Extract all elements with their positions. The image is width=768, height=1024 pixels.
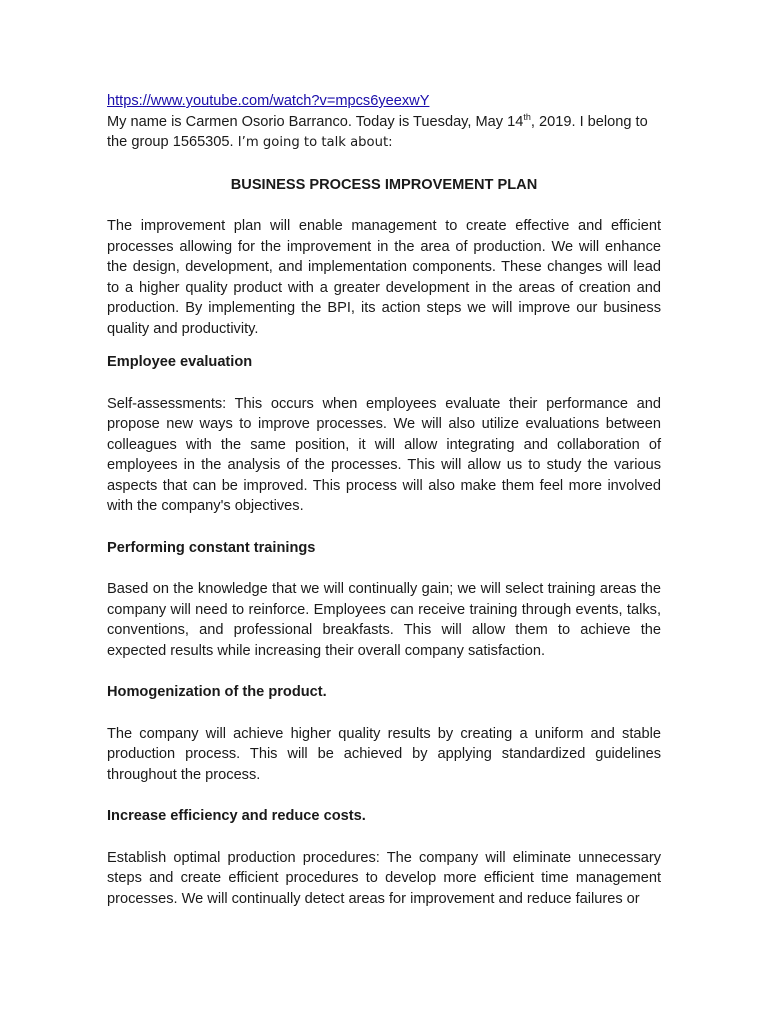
section-heading-employee-evaluation: Employee evaluation [107, 354, 253, 370]
intro-text-part2: , 2019. I belong to the group 1565305. [107, 113, 648, 150]
intro-superscript: th [523, 111, 531, 122]
section-body-efficiency: Establish optimal production procedures: The company will eliminate unnecessary steps and create efficient procedures to develop more efficient time management processes. We will continually detect areas for improvement and reduce failures or [107, 849, 661, 907]
document-title: BUSINESS PROCESS IMPROVEMENT PLAN [230, 176, 538, 193]
youtube-link[interactable]: https://www.youtube.com/watch?v=mpcs6yeexwY [107, 93, 430, 109]
section-heading-efficiency: Increase efficiency and reduce costs. [107, 808, 366, 824]
intro-text-part3: I’m going to talk about: [233, 135, 393, 150]
intro-line [107, 112, 661, 154]
section-body-homogenization: The company will achieve higher quality results by creating a uniform and stable production process. This will be achieved by applying standardized guidelines throughout the process. [107, 725, 661, 783]
intro-text-part1: My name is Carmen Osorio Barranco. Today is Tuesday, May 14 [107, 113, 524, 130]
section-body-trainings: Based on the knowledge that we will continually gain; we will select training areas the company will need to reinforce. Employees can receive training through events, talks, conventions, and professional breakfasts. This will allow them to achieve the expected results while increasing their overall company satisfaction. [107, 581, 661, 659]
intro-paragraph: The improvement plan will enable management to create effective and efficient processes allowing for the improvement in the area of production. We will enhance the design, development, and implementation components. These changes will lead to a higher quality product with a greater development in the areas of creation and production. By implementing the BPI, its action steps we will improve our business quality and productivity. [107, 218, 661, 337]
document-page [107, 91, 661, 909]
section-body-employee-evaluation: Self-assessments: This occurs when employees evaluate their performance and propose new ways to improve processes. We will also utilize evaluations between colleagues with the same position, it will allow integrating and collaboration of employees in the analysis of the processes. This will allow us to study the various aspects that can be improved. This process will also make them feel more involved with the company's objectives. [107, 395, 661, 514]
section-heading-homogenization: Homogenization of the product. [107, 684, 327, 700]
section-heading-trainings: Performing constant trainings [107, 539, 316, 556]
